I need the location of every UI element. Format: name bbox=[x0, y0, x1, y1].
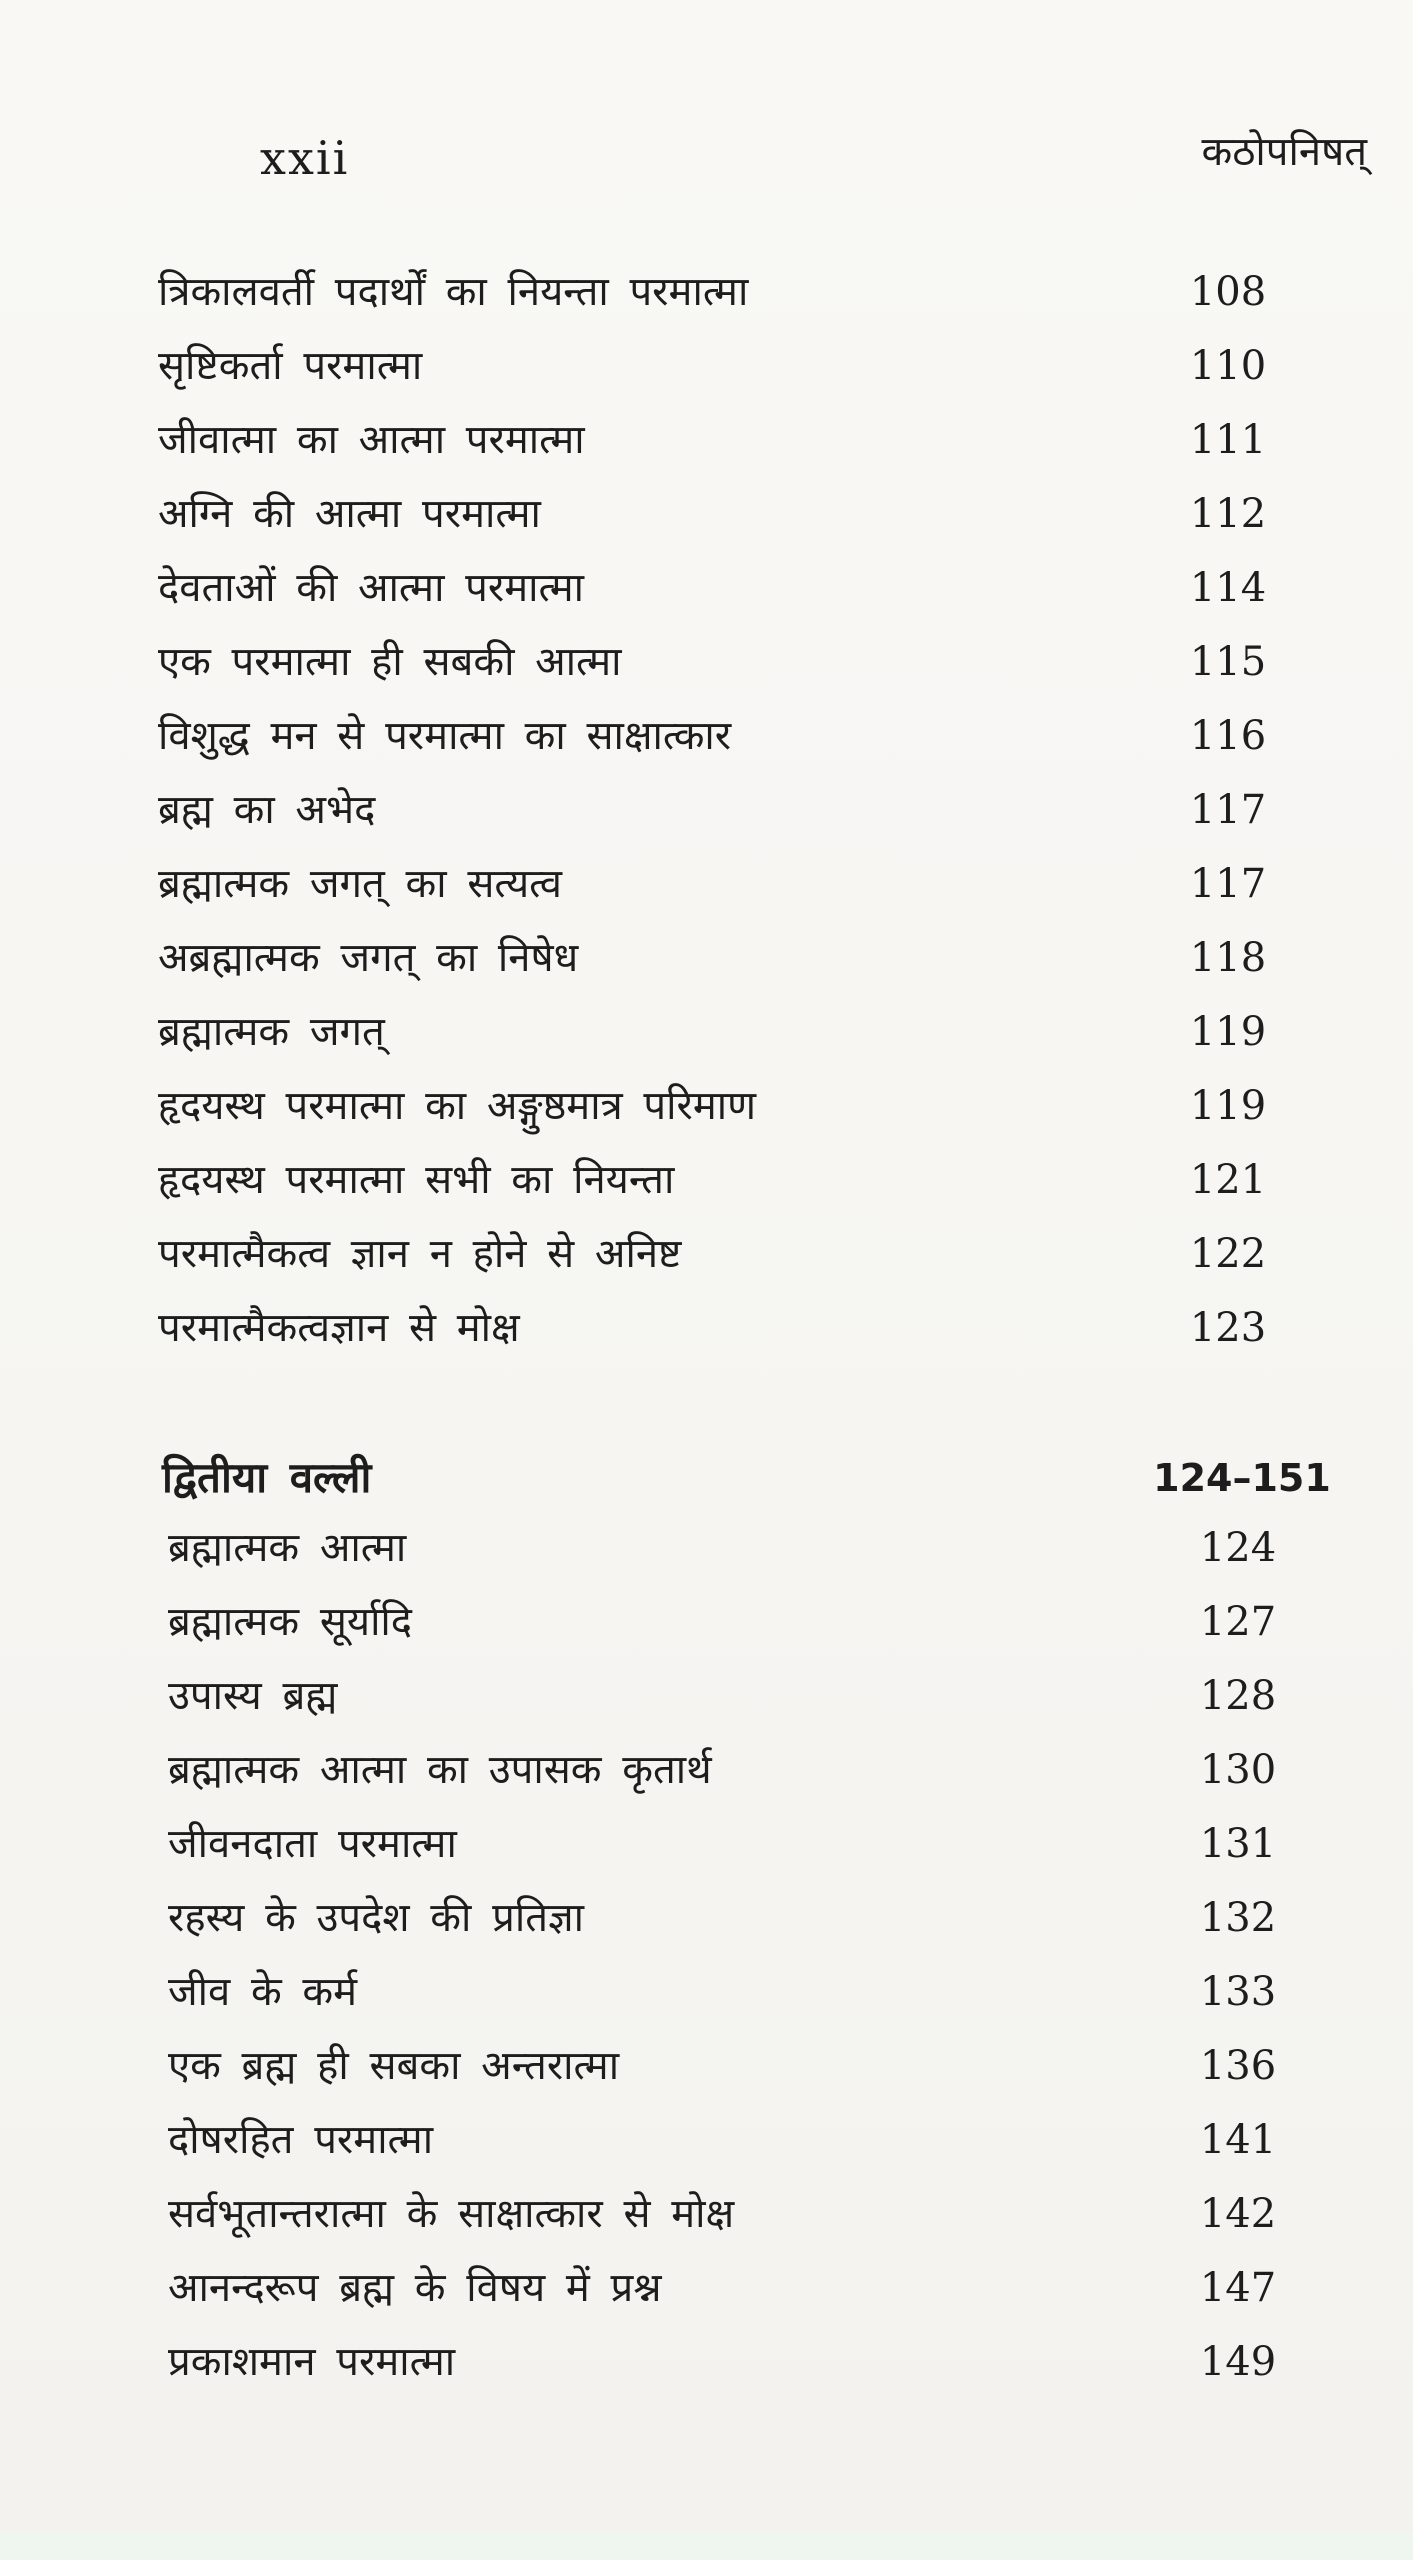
toc-entry-title: सर्वभूतान्तरात्मा के साक्षात्कार से मोक्ष bbox=[168, 2191, 735, 2237]
toc-entry-page: 130 bbox=[1199, 1747, 1277, 1793]
toc-entry-title: जीवनदाता परमात्मा bbox=[168, 1821, 457, 1867]
toc-entry-title: अब्रह्मात्मक जगत् का निषेध bbox=[158, 935, 579, 981]
toc-entry bbox=[158, 928, 1298, 988]
toc-entry bbox=[168, 1814, 1308, 1874]
toc-entry-page: 108 bbox=[1189, 269, 1267, 315]
toc-entry-title: एक ब्रह्म ही सबका अन्तरात्मा bbox=[168, 2043, 620, 2089]
toc-entry-page: 110 bbox=[1189, 343, 1267, 389]
toc-entry-title: रहस्य के उपदेश की प्रतिज्ञा bbox=[168, 1895, 585, 1941]
toc-entry-page: 116 bbox=[1189, 713, 1267, 759]
toc-entry-title: ब्रह्म का अभेद bbox=[158, 787, 376, 833]
toc-entry-page: 124 bbox=[1199, 1525, 1277, 1571]
toc-entry-title: ब्रह्मात्मक जगत् का सत्यत्व bbox=[158, 861, 563, 907]
toc-entry-page: 122 bbox=[1189, 1231, 1267, 1277]
toc-entry bbox=[168, 2258, 1308, 2318]
toc-entry-page: 127 bbox=[1199, 1599, 1277, 1645]
toc-entry-title: परमात्मैकत्वज्ञान से मोक्ष bbox=[158, 1305, 520, 1351]
toc-entry-title: देवताओं की आत्मा परमात्मा bbox=[158, 565, 585, 611]
section-title: द्वितीया वल्ली bbox=[162, 1453, 372, 1502]
toc-entry bbox=[158, 1150, 1298, 1210]
toc-entry-page: 117 bbox=[1189, 787, 1267, 833]
toc-entry-page: 136 bbox=[1199, 2043, 1277, 2089]
toc-entry-title: ब्रह्मात्मक सूर्यादि bbox=[168, 1599, 413, 1645]
toc-entry bbox=[168, 1740, 1308, 1800]
toc-entry bbox=[168, 2184, 1308, 2244]
toc-entry-page: 115 bbox=[1189, 639, 1267, 685]
toc-entry-title: उपास्य ब्रह्म bbox=[168, 1673, 338, 1719]
toc-entry-page: 149 bbox=[1199, 2339, 1277, 2385]
toc-entry-page: 142 bbox=[1199, 2191, 1277, 2237]
toc-entry-title: हृदयस्थ परमात्मा सभी का नियन्ता bbox=[158, 1157, 675, 1203]
toc-entry bbox=[168, 1592, 1308, 1652]
toc-entry bbox=[158, 336, 1298, 396]
toc-entry bbox=[168, 2332, 1308, 2392]
toc-entry bbox=[158, 1002, 1298, 1062]
toc-entry bbox=[168, 1962, 1308, 2022]
toc-entry bbox=[158, 410, 1298, 470]
toc-entry-page: 112 bbox=[1189, 491, 1267, 537]
toc-entry-title: विशुद्ध मन से परमात्मा का साक्षात्कार bbox=[158, 713, 732, 759]
toc-entry-title: परमात्मैकत्व ज्ञान न होने से अनिष्ट bbox=[158, 1231, 682, 1277]
toc-entry-page: 114 bbox=[1189, 565, 1267, 611]
toc-entry bbox=[158, 1224, 1298, 1284]
section-page-range: 124–151 bbox=[1153, 1456, 1331, 1500]
toc-entry-page: 111 bbox=[1189, 417, 1267, 463]
toc-entry bbox=[158, 558, 1298, 618]
toc-entry-page: 121 bbox=[1189, 1157, 1267, 1203]
toc-entry-page: 117 bbox=[1189, 861, 1267, 907]
toc-entry-title: एक परमात्मा ही सबकी आत्मा bbox=[158, 639, 622, 685]
toc-entry-title: आनन्दरूप ब्रह्म के विषय में प्रश्न bbox=[168, 2265, 662, 2311]
toc-entry bbox=[168, 2110, 1308, 2170]
toc-entry bbox=[158, 1076, 1298, 1136]
toc-entry-page: 119 bbox=[1189, 1009, 1267, 1055]
toc-entry-title: जीव के कर्म bbox=[168, 1969, 358, 2015]
toc-section-heading bbox=[162, 1448, 1331, 1508]
toc-entry bbox=[168, 1666, 1308, 1726]
toc-entry bbox=[158, 706, 1298, 766]
toc-entry-page: 147 bbox=[1199, 2265, 1277, 2311]
toc-entry bbox=[168, 1888, 1308, 1948]
toc-entry-title: हृदयस्थ परमात्मा का अङ्गुष्ठमात्र परिमाण bbox=[158, 1083, 757, 1129]
toc-entry-page: 141 bbox=[1199, 2117, 1277, 2163]
toc-entry bbox=[158, 632, 1298, 692]
toc-entry-title: अग्नि की आत्मा परमात्मा bbox=[158, 491, 541, 537]
running-head-title: कठोपनिषत् bbox=[1201, 129, 1367, 175]
toc-entry bbox=[158, 262, 1298, 322]
toc-entry-title: जीवात्मा का आत्मा परमात्मा bbox=[158, 417, 585, 463]
toc-entry-title: ब्रह्मात्मक आत्मा bbox=[168, 1525, 407, 1571]
toc-entry-title: दोषरहित परमात्मा bbox=[168, 2117, 434, 2163]
toc-entry-title: सृष्टिकर्ता परमात्मा bbox=[158, 343, 423, 389]
toc-entry-title: प्रकाशमान परमात्मा bbox=[168, 2339, 456, 2385]
toc-entry-page: 123 bbox=[1189, 1305, 1267, 1351]
toc-entry-title: ब्रह्मात्मक आत्मा का उपासक कृतार्थ bbox=[168, 1747, 712, 1793]
page-number: xxii bbox=[260, 131, 350, 185]
toc-entry-title: ब्रह्मात्मक जगत् bbox=[158, 1009, 385, 1055]
toc-entry-page: 128 bbox=[1199, 1673, 1277, 1719]
toc-entry-page: 132 bbox=[1199, 1895, 1277, 1941]
toc-entry bbox=[158, 484, 1298, 544]
toc-entry-title: त्रिकालवर्ती पदार्थों का नियन्ता परमात्मा bbox=[158, 269, 749, 315]
toc-entry-page: 119 bbox=[1189, 1083, 1267, 1129]
page-bottom-edge bbox=[0, 2532, 1413, 2560]
toc-entry-page: 133 bbox=[1199, 1969, 1277, 2015]
toc-entry bbox=[158, 1298, 1298, 1358]
toc-entry-page: 118 bbox=[1189, 935, 1267, 981]
toc-entry bbox=[158, 854, 1298, 914]
toc-entry bbox=[168, 2036, 1308, 2096]
toc-entry bbox=[168, 1518, 1308, 1578]
toc-entry bbox=[158, 780, 1298, 840]
toc-entry-page: 131 bbox=[1199, 1821, 1277, 1867]
